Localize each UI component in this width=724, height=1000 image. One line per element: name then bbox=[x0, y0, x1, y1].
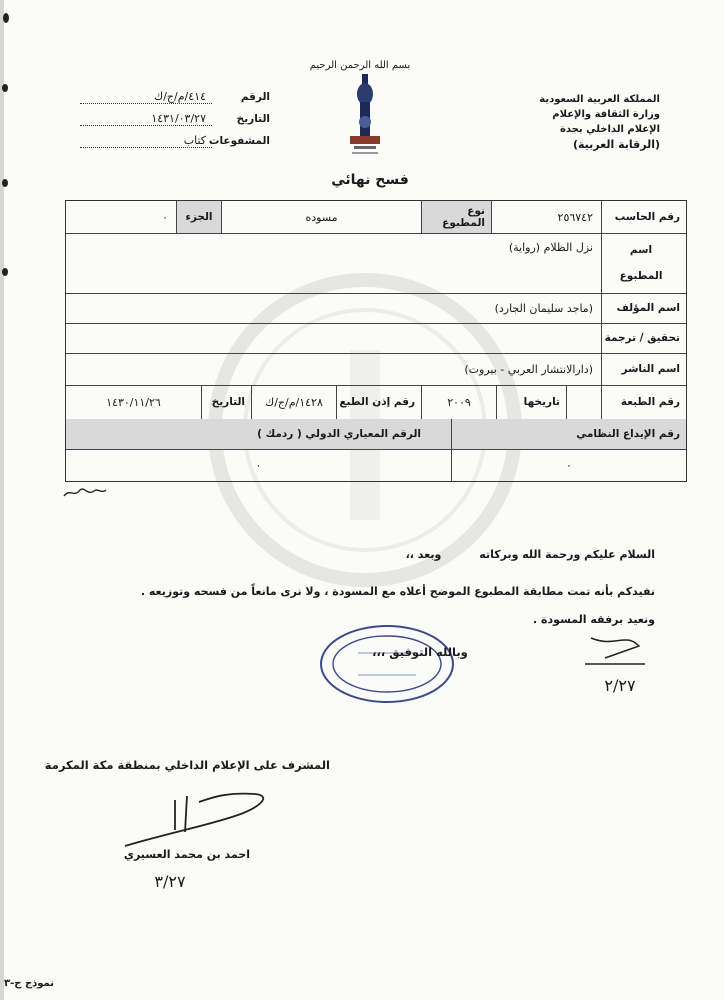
supervisor-signature bbox=[115, 790, 285, 850]
ref-date-row bbox=[80, 112, 270, 134]
ministry-line: الإعلام الداخلي بجدة bbox=[559, 124, 660, 135]
cell-value: ١٤٣٠/١١/٢٦ bbox=[106, 395, 161, 409]
cell-value: ٠ bbox=[451, 449, 686, 481]
cell-value: نزل الظلام (رواية) bbox=[508, 241, 593, 254]
cell-label: التاريخ bbox=[201, 385, 251, 419]
signer-name: احمد بن محمد العسيري bbox=[123, 848, 250, 861]
table-row bbox=[66, 323, 686, 354]
binding-edge bbox=[0, 0, 14, 1000]
cell-label: تاريخها bbox=[496, 385, 566, 419]
ref-value: ١٤٣١/٠٣/٢٧ bbox=[80, 112, 212, 126]
form-code: نموذج ح-٣ bbox=[4, 978, 55, 989]
cell-value: (دارالانتشار العربي - بيروت) bbox=[464, 362, 593, 376]
cell-label: الجزء bbox=[176, 201, 221, 233]
table-row bbox=[66, 419, 686, 450]
ref-attachments-row bbox=[80, 134, 270, 156]
table-row bbox=[66, 201, 686, 234]
greeting-after: وبعد ،، bbox=[405, 548, 442, 561]
body-line: نفيدكم بأنه تمت مطابقة المطبوع الموضح أعلاه مع المسودة ، ولا نرى مانعاً من فسحه وتوزيعه . bbox=[140, 585, 655, 598]
cell-value bbox=[566, 385, 601, 419]
table-row bbox=[66, 293, 686, 324]
cell-value: ٢٠٠٩ bbox=[421, 385, 496, 419]
table-row bbox=[66, 233, 686, 294]
page-title: فسح نهائي bbox=[331, 172, 409, 188]
cell-label: رقم إذن الطبع bbox=[336, 385, 421, 419]
cell-label: نوع المطبوع bbox=[421, 201, 491, 233]
table-row bbox=[66, 449, 686, 481]
name-label-line: اسم bbox=[629, 244, 653, 256]
ref-label: التاريخ bbox=[236, 113, 270, 125]
ministry-line: المملكة العربية السعودية bbox=[539, 94, 660, 105]
ref-label: الرقم bbox=[240, 91, 270, 103]
name-label-line: المطبوع bbox=[619, 270, 663, 282]
ministry-header bbox=[500, 92, 660, 152]
ref-value: كتاب bbox=[80, 134, 212, 148]
reviewer-date: ٢/٢٧ bbox=[604, 676, 636, 695]
body-line: ونعيد برفقه المسودة . bbox=[533, 613, 655, 626]
ministry-line: وزارة الثقافة والإعلام bbox=[552, 109, 660, 120]
reference-block bbox=[80, 90, 270, 156]
ministry-logo bbox=[348, 72, 382, 164]
ministry-line: (الرقابة العربية) bbox=[572, 138, 660, 151]
reviewer-signature bbox=[575, 628, 655, 673]
cell-label bbox=[601, 233, 686, 293]
ref-number-row bbox=[80, 90, 270, 112]
table-row bbox=[66, 385, 686, 420]
cell-value: مسوده bbox=[221, 201, 421, 233]
cell-value bbox=[66, 323, 601, 353]
supervisor-title: المشرف على الإعلام الداخلي بمنطقة مكة المكرمة bbox=[44, 758, 330, 772]
cell-label: الرقم المعياري الدولي ( ردمك ) bbox=[66, 419, 451, 449]
greeting-line bbox=[100, 548, 655, 561]
signature-date: ٣/٢٧ bbox=[154, 872, 186, 891]
cell-value: ١٤٢٨/م/ج/ك bbox=[251, 385, 336, 419]
cell-value: ٠ bbox=[162, 210, 168, 224]
cell-label: رقم الحاسب bbox=[601, 201, 686, 233]
table-row bbox=[66, 353, 686, 386]
closing-text: وبالله التوفيق ،،، bbox=[372, 645, 468, 659]
official-stamp bbox=[318, 623, 456, 705]
cell-value: (ماجد سليمان الجارد) bbox=[494, 301, 593, 315]
initials-mark bbox=[60, 482, 110, 502]
cell-label: تحقيق / ترجمة bbox=[601, 323, 686, 353]
clearance-table bbox=[65, 200, 687, 482]
ref-label: المشفوعات bbox=[208, 135, 270, 147]
cell-value: ٢٥٦٧٤٢ bbox=[491, 201, 601, 233]
greeting: السلام عليكم ورحمة الله وبركاته bbox=[479, 548, 655, 561]
cell-label: رقم الإيداع النظامي bbox=[451, 419, 686, 449]
ref-value: ٤١٤/م/ج/ك bbox=[80, 90, 212, 104]
bismillah: بسم الله الرحمن الرحيم bbox=[309, 60, 411, 71]
cell-value: ٠ bbox=[255, 458, 262, 472]
cell-label: اسم المؤلف bbox=[601, 293, 686, 323]
cell-label: اسم الناشر bbox=[601, 353, 686, 385]
cell-label: رقم الطبعة bbox=[601, 385, 686, 419]
